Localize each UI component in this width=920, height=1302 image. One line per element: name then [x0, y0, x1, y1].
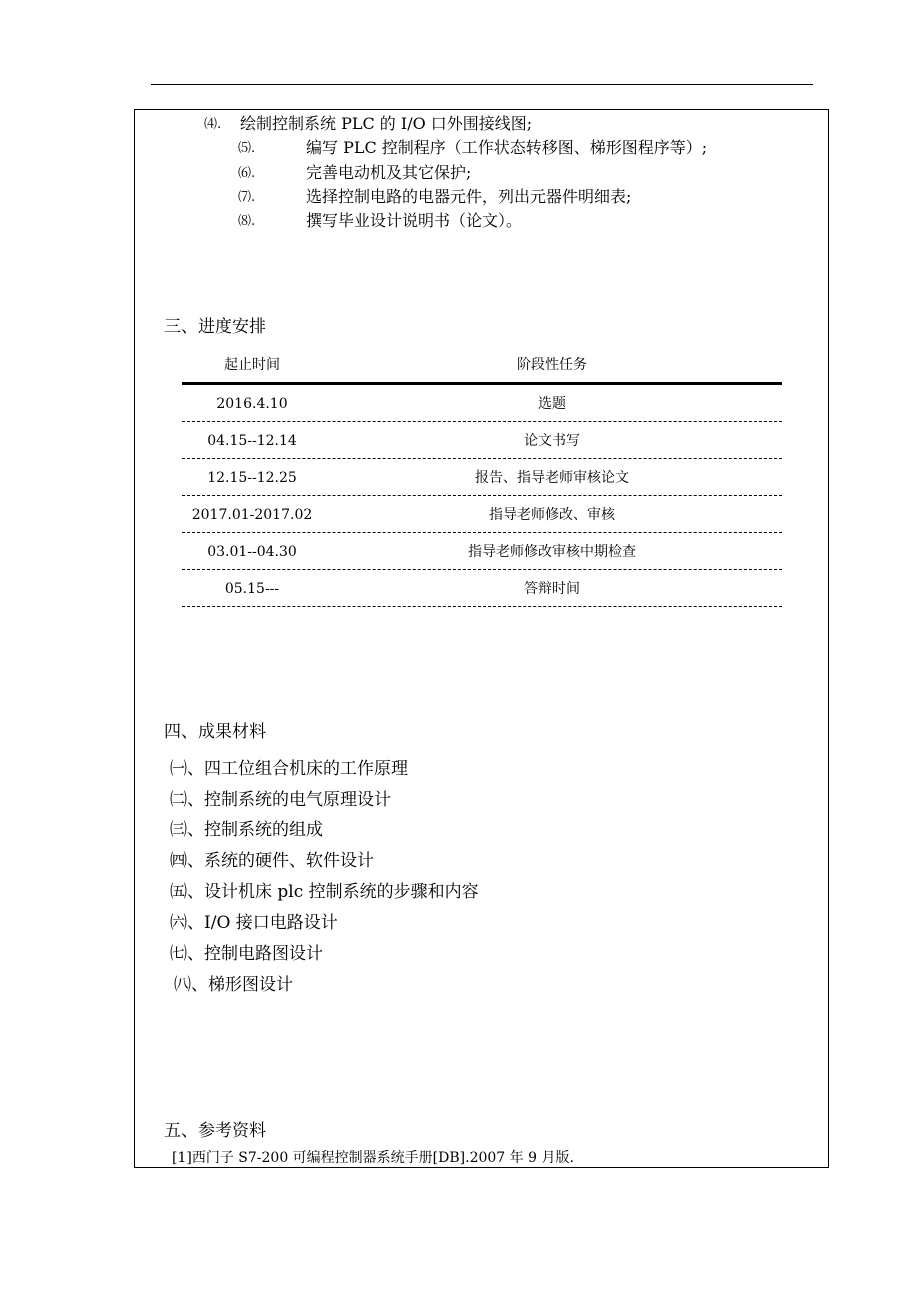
row-time: 12.15--12.25: [207, 470, 297, 486]
task-text: 绘制控制系统 PLC 的 I/O 口外围接线图;: [240, 114, 533, 133]
list-item: ㈡、控制系统的电气原理设计: [170, 790, 391, 810]
row-time: 2016.4.10: [216, 396, 288, 412]
list-item: ㈣、系统的硬件、软件设计: [170, 851, 374, 871]
list-item: ㈥、I/O 接口电路设计: [170, 913, 338, 933]
task-text: 编写 PLC 控制程序（工作状态转移图、梯形图程序等）;: [306, 138, 708, 157]
row-task: 指导老师修改审核中期检查: [468, 544, 636, 560]
references-heading: 五、参考资料: [164, 1121, 266, 1141]
row-task: 答辩时间: [524, 581, 580, 597]
column-header-time: 起止时间: [224, 357, 280, 373]
schedule-heading: 三、进度安排: [164, 317, 266, 337]
task-number: ⑻.: [238, 214, 256, 229]
task-number: ⑺.: [238, 190, 256, 205]
schedule-table: [182, 350, 782, 607]
list-item: ㈧、梯形图设计: [174, 975, 293, 995]
row-task: 指导老师修改、审核: [489, 507, 615, 523]
reference-item: [1]西门子 S7-200 可编程控制器系统手册[DB].2007 年 9 月版.: [172, 1150, 574, 1166]
header-rule: [151, 84, 813, 85]
task-text: 撰写毕业设计说明书（论文）。: [306, 211, 523, 230]
row-time: 05.15---: [224, 581, 280, 597]
list-item: ㈢、控制系统的组成: [170, 820, 323, 840]
row-task: 选题: [538, 396, 566, 412]
table-row: [182, 533, 782, 570]
table-row: [182, 570, 782, 607]
list-item: ㈤、设计机床 plc 控制系统的步骤和内容: [170, 882, 479, 902]
row-time: 2017.01-2017.02: [191, 507, 313, 523]
row-task: 报告、指导老师审核论文: [475, 470, 629, 486]
row-time: 03.01--04.30: [207, 544, 297, 560]
results-heading: 四、成果材料: [164, 722, 266, 742]
table-row: [182, 496, 782, 533]
row-time: 04.15--12.14: [207, 433, 297, 449]
column-header-task: 阶段性任务: [517, 357, 587, 373]
task-number: ⑹.: [238, 166, 256, 181]
list-item: ㈠、四工位组合机床的工作原理: [170, 759, 408, 779]
content-frame: [134, 109, 829, 1168]
task-number: ⑷.: [204, 117, 222, 132]
table-row: [182, 459, 782, 496]
task-number: ⑸.: [238, 141, 256, 156]
table-row: [182, 385, 782, 422]
task-text: 选择控制电路的电器元件，列出元器件明细表;: [306, 187, 632, 206]
table-row: [182, 422, 782, 459]
task-text: 完善电动机及其它保护;: [306, 163, 472, 182]
schedule-header-row: [182, 350, 782, 385]
row-task: 论文书写: [524, 433, 580, 449]
list-item: ㈦、控制电路图设计: [170, 944, 323, 964]
